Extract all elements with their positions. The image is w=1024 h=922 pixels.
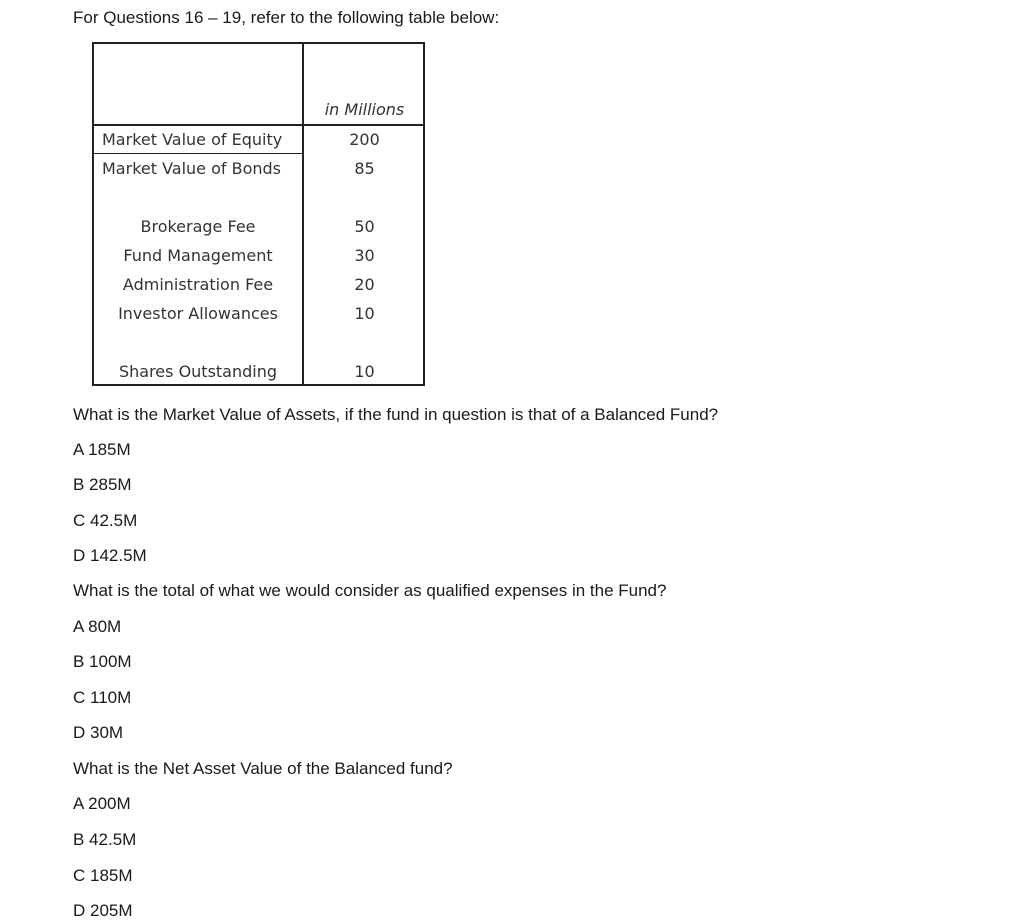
- question-text: What is the total of what we would consider as qualified expenses in the Fund?: [73, 581, 667, 600]
- table-label-bonds: Market Value of Bonds: [102, 159, 282, 178]
- table-value-shares-outstanding: 10: [354, 362, 375, 381]
- table-header-units: in Millions: [324, 100, 405, 119]
- answer-option: C 110M: [73, 688, 132, 707]
- table-label-shares-outstanding: Shares Outstanding: [118, 362, 278, 381]
- answer-option: B 100M: [73, 652, 132, 671]
- table-value-fund-management: 30: [354, 246, 375, 265]
- question-text: What is the Net Asset Value of the Balanced fund?: [73, 759, 453, 778]
- answer-option: D 30M: [73, 723, 124, 742]
- table-label-fund-management: Fund Management: [123, 246, 273, 265]
- answer-option: B 285M: [73, 475, 132, 494]
- table-header-divider: [94, 124, 423, 126]
- question-text: What is the Market Value of Assets, if the fund in question is that of a Balanced Fund?: [73, 405, 719, 424]
- table-label-administration: Administration Fee: [122, 275, 274, 294]
- table-row-divider: [94, 153, 302, 154]
- answer-option: A 80M: [73, 617, 122, 636]
- answer-option: A 200M: [73, 794, 131, 813]
- table-value-bonds: 85: [354, 159, 375, 178]
- answer-option: D 205M: [73, 901, 133, 920]
- table-label-brokerage: Brokerage Fee: [140, 217, 256, 236]
- answer-option: D 142.5M: [73, 546, 147, 565]
- answer-option: C 185M: [73, 866, 133, 885]
- table-label-equity: Market Value of Equity: [102, 130, 283, 149]
- data-table: [92, 42, 425, 386]
- table-value-equity: 200: [349, 130, 380, 149]
- table-column-divider: [302, 44, 304, 384]
- table-value-brokerage: 50: [354, 217, 375, 236]
- answer-option: A 185M: [73, 440, 131, 459]
- answer-option: C 42.5M: [73, 511, 138, 530]
- table-value-administration: 20: [354, 275, 375, 294]
- table-label-investor-allowances: Investor Allowances: [118, 304, 278, 323]
- table-value-investor-allowances: 10: [354, 304, 375, 323]
- answer-option: B 42.5M: [73, 830, 137, 849]
- intro-text: For Questions 16 – 19, refer to the following table below:: [73, 8, 500, 27]
